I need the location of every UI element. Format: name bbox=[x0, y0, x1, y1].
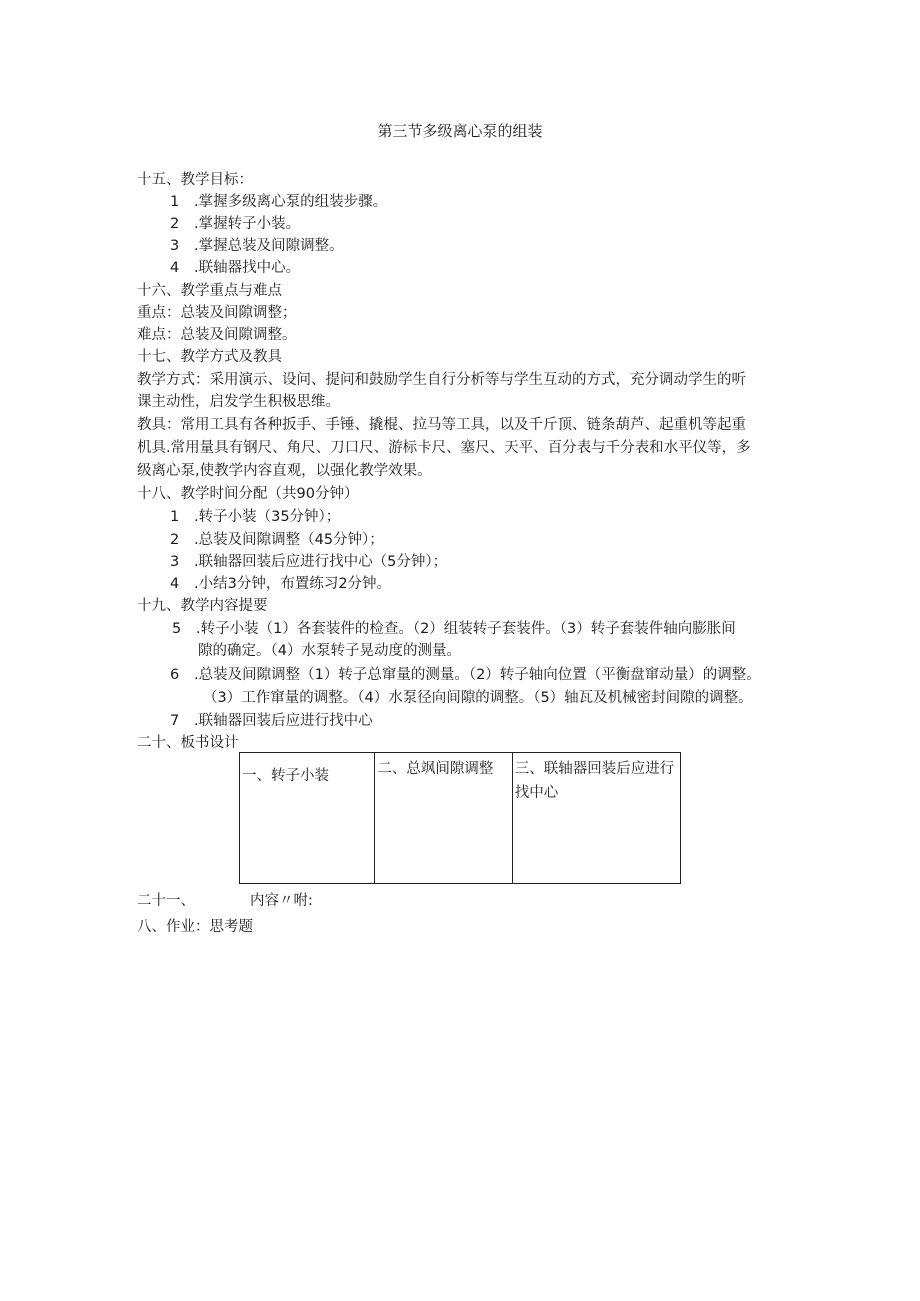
key-point: 重点：总装及间隙调整； bbox=[137, 305, 297, 321]
list-number: 6 bbox=[170, 667, 180, 683]
section-18-heading: 十八、教学时间分配（共90分钟） bbox=[137, 486, 359, 502]
tools-line-1: 教具：常用工具有各种扳手、手锤、撬棍、拉马等工具，以及千斤顶、链条葫芦、起重机等起重 bbox=[137, 417, 746, 433]
s15-item-2 bbox=[170, 214, 300, 234]
tools-line-2: 机具.常用量具有钢尺、角尺、刀口尺、游标卡尺、塞尺、天平、百分表与千分表和水平仪等，多 bbox=[137, 440, 751, 456]
list-text: .掌握多级离心泵的组装步骤。 bbox=[194, 194, 388, 210]
s15-item-4 bbox=[170, 258, 300, 278]
list-number: 7 bbox=[170, 713, 180, 729]
s18-item-1 bbox=[170, 507, 340, 527]
list-number: 1 bbox=[170, 194, 180, 210]
s19-item-7 bbox=[170, 711, 373, 731]
list-number: 4 bbox=[170, 576, 180, 592]
s19-item-5-line-2: 隙的确定。（4）水泵转子晃动度的测量。 bbox=[198, 643, 461, 659]
list-number: 4 bbox=[170, 260, 180, 276]
list-number: 2 bbox=[170, 532, 180, 548]
list-text: .总装及间隙调整（45分钟）； bbox=[194, 532, 384, 548]
s19-item-6-line-2: （3）工作窜量的调整。（4）水泵径向间隙的调整。（5）轴瓦及机械密封间隙的调整。 bbox=[203, 690, 753, 706]
s18-item-3 bbox=[170, 552, 447, 572]
list-number: 2 bbox=[170, 216, 180, 232]
list-text: .掌握总装及间隙调整。 bbox=[194, 238, 344, 254]
section-16-heading: 十六、教学重点与难点 bbox=[137, 283, 282, 299]
list-number: 3 bbox=[170, 554, 180, 570]
list-text: .小结3分钟，布置练习2分钟。 bbox=[194, 576, 392, 592]
method-line-2: 课主动性，启发学生积极思维。 bbox=[137, 394, 340, 410]
list-number: 1 bbox=[170, 509, 180, 525]
section-19-heading: 十九、教学内容提要 bbox=[137, 598, 268, 614]
section-17-heading: 十七、教学方式及教具 bbox=[137, 349, 282, 365]
list-text: .联轴器回装后应进行找中心（5分钟）； bbox=[194, 554, 448, 570]
s19-item-6-line-1 bbox=[170, 665, 761, 685]
tools-line-3: 级离心泵,使教学内容直观，以强化教学效果。 bbox=[137, 463, 432, 479]
s19-item-5-line-1 bbox=[172, 619, 736, 639]
board-cell-3: 三、联轴器回装后应进行找中心 bbox=[512, 753, 680, 883]
list-text: .联轴器回装后应进行找中心 bbox=[194, 713, 373, 729]
page-title: 第三节多级离心泵的组装 bbox=[377, 122, 543, 140]
s18-item-4 bbox=[170, 574, 391, 594]
list-number: 3 bbox=[170, 238, 180, 254]
s18-item-2 bbox=[170, 530, 384, 550]
board-cell-2: 二、总飒间隙调整 bbox=[374, 753, 511, 883]
list-number: 5 bbox=[172, 621, 182, 637]
s15-item-1 bbox=[170, 192, 387, 212]
section-15-heading: 十五、教学目标： bbox=[137, 172, 253, 188]
list-text: .转子小装（35分钟）； bbox=[194, 509, 341, 525]
method-line-1: 教学方式：采用演示、设问、提问和鼓励学生自行分析等与学生互动的方式，充分调动学生的听 bbox=[137, 372, 746, 388]
list-text: .掌握转子小装。 bbox=[194, 216, 301, 232]
difficult-point: 难点：总装及间隙调整。 bbox=[137, 327, 297, 343]
section-21-heading: 二十一、 bbox=[137, 893, 195, 909]
list-text: .联轴器找中心。 bbox=[194, 260, 301, 276]
section-21-text: 内容〃咐: bbox=[250, 893, 313, 909]
s15-item-3 bbox=[170, 236, 344, 256]
homework-line: 八、作业：思考题 bbox=[137, 919, 253, 935]
blackboard-table bbox=[239, 752, 681, 884]
list-text: .总装及间隙调整（1）转子总窜量的测量。（2）转子轴向位置（平衡盘窜动量）的调整。 bbox=[194, 667, 761, 683]
list-text: .转子小装（1）各套装件的检查。（2）组装转子套装件。（3）转子套装件轴向膨胀间 bbox=[196, 621, 736, 637]
board-cell-1: 一、转子小装 bbox=[242, 768, 329, 784]
section-20-heading: 二十、板书设计 bbox=[137, 735, 239, 751]
